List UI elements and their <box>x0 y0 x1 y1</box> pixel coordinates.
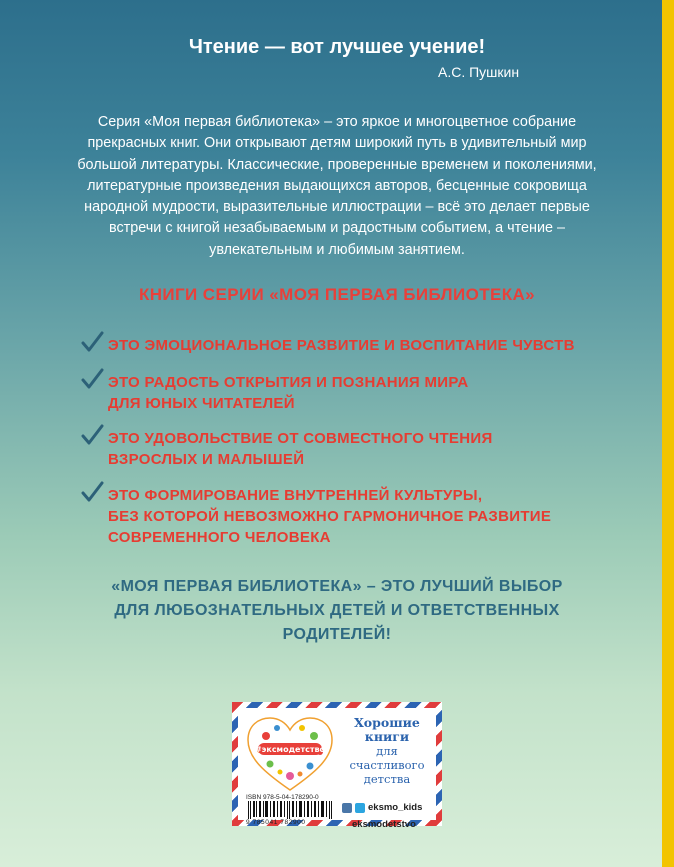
checkmark-icon <box>80 424 104 448</box>
feature-line: ЭТО РАДОСТЬ ОТКРЫТИЯ И ПОЗНАНИЯ МИРА <box>108 374 469 391</box>
social-handle[interactable]: eksmo_kids <box>368 802 423 813</box>
feature-text <box>108 372 638 414</box>
closing-line: ДЛЯ ЛЮБОЗНАТЕЛЬНЫХ ДЕТЕЙ И ОТВЕТСТВЕННЫХ <box>114 602 560 619</box>
intro-line: встречи с книгой незабываемым и радостным событием, а чтение – <box>108 220 566 237</box>
series-heading: КНИГИ СЕРИИ «МОЯ ПЕРВАЯ БИБЛИОТЕКА» <box>138 285 536 304</box>
checkmark-icon <box>80 368 104 392</box>
checkmark-icon <box>80 481 104 505</box>
feature-line: ЭТО УДОВОЛЬСТВИЕ ОТ СОВМЕСТНОГО ЧТЕНИЯ <box>108 430 493 447</box>
feature-text <box>108 428 638 470</box>
vk-icon <box>342 803 352 813</box>
heart-logo-icon <box>244 714 336 794</box>
intro-line: большой литературы. Классические, проверенные временем и поколениями, <box>77 156 597 173</box>
closing-line: РОДИТЕЛЕЙ! <box>282 626 392 643</box>
feature-text <box>108 335 638 356</box>
intro-line: увлекательным и любимым занятием. <box>209 241 465 258</box>
feature-line: СОВРЕМЕННОГО ЧЕЛОВЕКА <box>108 529 331 546</box>
heart-tag: #эксмодетство <box>254 745 326 754</box>
intro-paragraph <box>40 112 634 261</box>
barcode-block <box>246 794 334 826</box>
telegram-icon <box>355 803 365 813</box>
intro-line: прекрасных книг. Они открывают детям широкий путь в удивительный мир <box>87 135 587 152</box>
intro-line: литературные произведения выдающихся авторов, бесценные сокровища <box>87 177 587 194</box>
social-handle-2[interactable]: eksmodetstvo <box>352 819 416 830</box>
feature-line: ЭТО ФОРМИРОВАНИЕ ВНУТРЕННЕЙ КУЛЬТУРЫ, <box>108 487 483 504</box>
tagline-line: книги <box>364 729 410 744</box>
intro-line: Серия «Моя первая библиотека» – это яркое и многоцветное собрание <box>97 114 577 130</box>
tagline-small-line: для счастливого <box>349 744 425 772</box>
feature-line: ДЛЯ ЮНЫХ ЧИТАТЕЛЕЙ <box>108 395 295 412</box>
feature-line: БЕЗ КОТОРОЙ НЕВОЗМОЖНО ГАРМОНИЧНОЕ РАЗВИТИЕ <box>108 508 552 525</box>
barcode-icon <box>246 801 334 819</box>
spine-stripe <box>662 0 674 867</box>
feature-line: ЭТО ЭМОЦИОНАЛЬНОЕ РАЗВИТИЕ И ВОСПИТАНИЕ ЧУВСТВ <box>108 337 575 354</box>
tagline-line: Хорошие <box>354 715 420 730</box>
closing-line: «МОЯ ПЕРВАЯ БИБЛИОТЕКА» – ЭТО ЛУЧШИЙ ВЫБОР <box>111 578 563 595</box>
barcode-number: 9 785041 782900 <box>246 819 306 826</box>
feature-line: ВЗРОСЛЫХ И МАЛЫШЕЙ <box>108 451 305 468</box>
epigraph-quote: Чтение — вот лучшее учение! <box>188 36 486 58</box>
publisher-label <box>232 702 442 830</box>
intro-line: народной мудрости, выразительные иллюстрации – всё это делает первые <box>84 199 590 216</box>
feature-text <box>108 485 638 548</box>
social-row <box>342 802 438 813</box>
epigraph-author: А.С. Пушкин <box>438 64 520 80</box>
tagline-small-line: детства <box>363 772 411 786</box>
closing-statement <box>0 575 674 647</box>
isbn-text: ISBN 978-5-04-178290-0 <box>246 794 319 801</box>
social-links <box>342 802 438 830</box>
label-tagline <box>338 716 436 786</box>
checkmark-icon <box>80 331 104 355</box>
